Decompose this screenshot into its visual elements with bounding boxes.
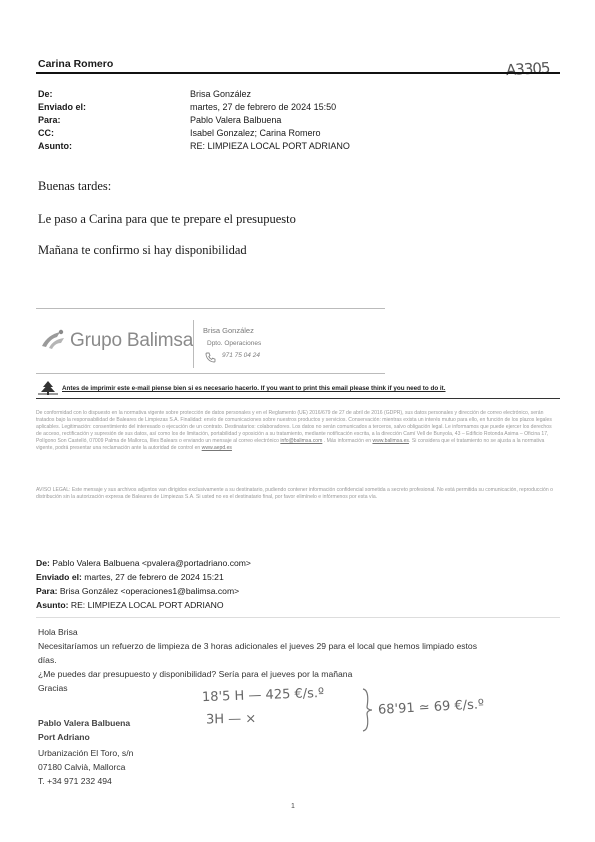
page-number: 1	[291, 803, 295, 810]
email2-subject	[36, 600, 224, 610]
email2-from-label: De:	[36, 558, 50, 568]
email2-line: Necesitaríamos un refuerzo de limpieza de 3 horas adicionales el jueves 29 para el local que hemos limpiado estos	[38, 641, 478, 651]
email2-to-label: Para:	[36, 586, 58, 596]
email2-sig-address-2: 07180 Calvià, Mallorca	[38, 762, 126, 772]
email2-to	[36, 586, 239, 596]
data-protection-notice	[36, 410, 556, 452]
from-label: De:	[38, 89, 53, 99]
sent-label: Enviado el:	[38, 102, 87, 112]
signature-dept: Dpto. Operaciones	[207, 340, 262, 347]
email2-sig-name: Pablo Valera Balbuena	[38, 718, 131, 728]
email2-sent-label: Enviado el:	[36, 572, 82, 582]
signature-bottom-rule	[36, 373, 385, 374]
legal-text-part-3: . Si considera que el tratamiento no se ajusta a la normativa vigente, podrá presentar una reclamación ante la autoridad de control en	[36, 438, 545, 452]
handwritten-bracket-icon	[360, 687, 374, 738]
email2-line: Gracias	[38, 683, 68, 693]
legal-website-link[interactable]: www.balimsa.es	[372, 438, 409, 445]
cc-value: Isabel Gonzalez; Carina Romero	[190, 128, 321, 138]
handwritten-calc-result: 68'91 ≃ 69 €/s.º	[377, 697, 485, 718]
print-notice-rule	[36, 398, 560, 399]
email2-sig-phone: T. +34 971 232 494	[38, 776, 112, 786]
signature-divider	[193, 320, 194, 368]
email2-line: días.	[38, 655, 57, 665]
legal-email-link[interactable]: info@balimsa.com	[280, 438, 323, 445]
balimsa-logo-icon	[40, 328, 66, 357]
from-value: Brisa González	[190, 89, 252, 99]
to-value: Pablo Valera Balbuena	[190, 115, 282, 125]
email2-subject-value: RE: LIMPIEZA LOCAL PORT ADRIANO	[68, 600, 224, 610]
email2-sig-company: Port Adriano	[38, 732, 90, 742]
legal-text-part-2: . Más información en	[322, 438, 373, 445]
to-label: Para:	[38, 115, 61, 125]
signature-top-rule	[36, 308, 385, 309]
handwritten-calc-row-1: 18'5 H — 425 €/s.º	[201, 685, 325, 706]
email2-subject-label: Asunto:	[36, 600, 69, 610]
legal-text-part-1: De conformidad con lo dispuesto en la normativa vigente sobre protección de datos personales y en el Reglamento (UE) 2016/679 de 27 de abril de 2016 (GDPR), sus datos personales y dirección de correo electrónico, serán tratados bajo la responsabilidad de Baleares de Limpiezas S.A. Finalidad: envío de comunicaciones sobre nuestros productos y servicios. Conservación: mientras exista un interés mutuo para ello, en función de los plazos legales aplicables. Legitimación: consentimiento del interesado o ejecución de un contrato. Destinatarios: colaboradores. Los datos no serán comunicados a terceros, salvo obligación legal. Le informamos que puede ejercer los derechos de acceso, rectificación y supresión de sus datos, así como los de limitación, portabilidad y oposición a su tratamiento, mediante notificación escrita, a la dirección Camí Vell de Bunyola, 43 – Edificio Rotonda Asima – Oficina 17, Polígono Son Castelló, 07009 Palma de Mallorca, Illes Balears o enviando un mensaje al correo electrónico	[36, 410, 552, 445]
email2-divider	[36, 617, 560, 618]
body-line-2: Mañana te confirmo si hay disponibilidad	[38, 243, 247, 257]
signature-name: Brisa González	[203, 326, 254, 335]
email2-sent	[36, 572, 224, 582]
handwritten-calc-row-2: 3H — ×	[205, 711, 257, 728]
company-logo-text: Grupo Balimsa	[70, 330, 194, 351]
sent-value: martes, 27 de febrero de 2024 15:50	[190, 102, 337, 112]
body-line-1: Le paso a Carina para que te prepare el presupuesto	[38, 212, 296, 226]
email2-sent-value: martes, 27 de febrero de 2024 15:21	[81, 572, 224, 582]
legal-disclaimer: AVISO LEGAL: Este mensaje y sus archivos adjuntos van dirigidos exclusivamente a su destinatario, pudiendo contener información confidencial sometida a secreto profesional. No está permitida su comunicación, reproducción o distribución sin la autorización expresa de Baleares de Limpiezas S.A. Si usted no es el destinatario final, por favor elimínelo e infórmenos por esta vía.	[36, 487, 553, 501]
body-greeting: Buenas tardes:	[38, 179, 112, 193]
email2-line: ¿Me puedes dar presupuesto y disponibilidad? Sería para el jueves por la mañana	[38, 669, 353, 679]
email2-from-value: Pablo Valera Balbuena <pvalera@portadriano.com>	[49, 558, 251, 568]
mailbox-owner-name: Carina Romero	[38, 58, 114, 70]
document-id-handwritten: A3305	[505, 58, 550, 80]
email2-line: Hola Brisa	[38, 627, 78, 637]
email2-sig-address-1: Urbanización El Toro, s/n	[38, 748, 134, 758]
subject-label: Asunto:	[38, 141, 72, 151]
phone-icon	[205, 350, 216, 368]
header-divider	[36, 72, 560, 74]
subject-value: RE: LIMPIEZA LOCAL PORT ADRIANO	[190, 141, 350, 151]
signature-phone: 971 75 04 24	[222, 352, 260, 359]
print-notice: Antes de imprimir este e-mail piense bien si es necesario hacerlo. If you want to print this email please think if you need to do it.	[62, 385, 446, 392]
aepd-link[interactable]: www.aepd.es	[201, 445, 232, 452]
email2-to-value: Brisa González <operaciones1@balimsa.com>	[57, 586, 240, 596]
email2-from	[36, 558, 251, 568]
cc-label: CC:	[38, 128, 54, 138]
